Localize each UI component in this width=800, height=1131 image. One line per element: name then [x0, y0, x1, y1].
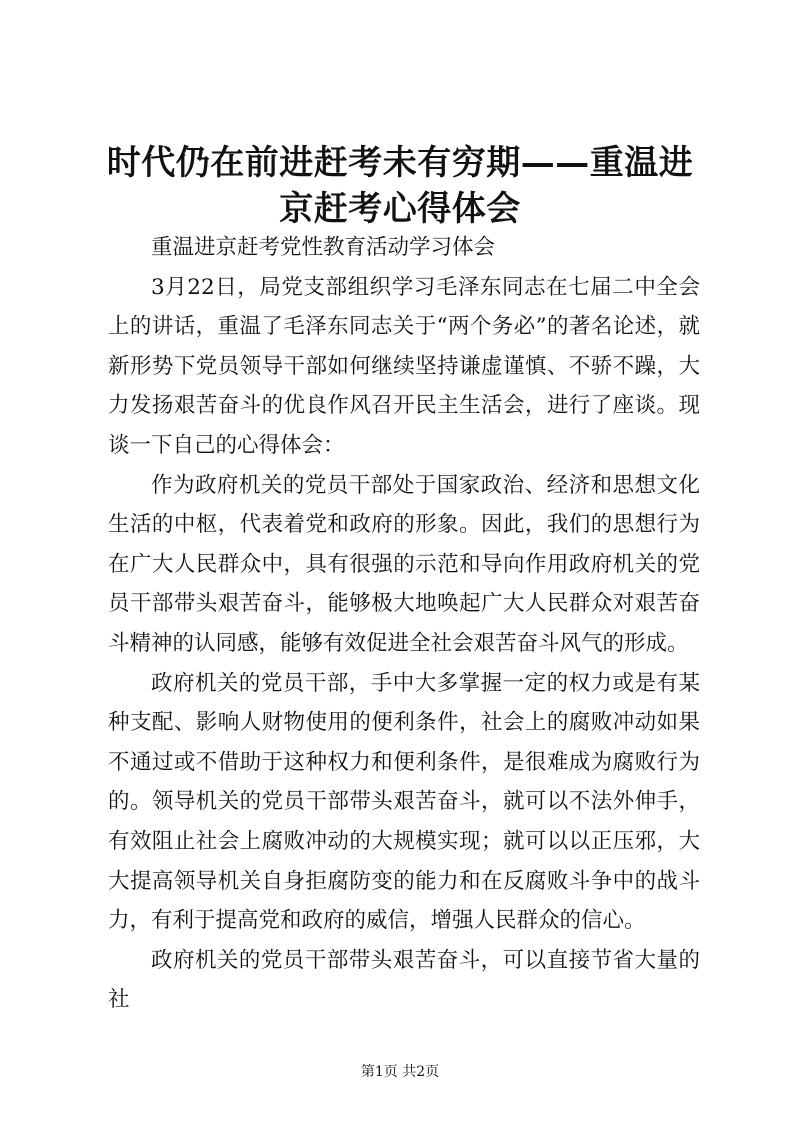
document-title: 时代仍在前进赶考未有穷期——重温进京赶考心得体会 — [106, 143, 694, 229]
paragraph-subtitle: 重温进京赶考党性教育活动学习体会 — [151, 235, 496, 260]
paragraph: 3月22日，局党支部组织学习毛泽东同志在七届二中全会上的讲话，重温了毛泽东同志关于“两个务必”的著名论述，就新形势下党员领导干部如何继续坚持谦虚谨慎、不骄不躁，大力发扬艰苦奋斗的优良作风召开民主生活会，进行了座谈。现谈一下自己的心得体会： — [108, 274, 700, 458]
paragraph: 政府机关的党员干部，手中大多掌握一定的权力或是有某种支配、影响人财物使用的便利条件，社会上的腐败冲动如果不通过或不借助于这种权力和便利条件，是很难成为腐败行为的。领导机关的党员干部带头艰苦奋斗，就可以不法外伸手，有效阻止社会上腐败冲动的大规模实现；就可以以正压邪，大大提高领导机关自身拒腐防变的能力和在反腐败斗争中的战斗力，有利于提高党和政府的威信，增强人民群众的信心。 — [108, 670, 700, 934]
paragraph: 作为政府机关的党员干部处于国家政治、经济和思想文化生活的中枢，代表着党和政府的形象。因此，我们的思想行为在广大人民群众中，具有很强的示范和导向作用政府机关的党员干部带头艰苦奋斗，能够极大地唤起广大人民群众对艰苦奋斗精神的认同感，能够有效促进全社会艰苦奋斗风气的形成。 — [108, 472, 700, 656]
paragraph: 政府机关的党员干部带头艰苦奋斗，可以直接节省大量的社 — [108, 947, 700, 1013]
page-number-footer: 第1页 共2页 — [360, 1064, 440, 1080]
document-body — [108, 228, 700, 1020]
